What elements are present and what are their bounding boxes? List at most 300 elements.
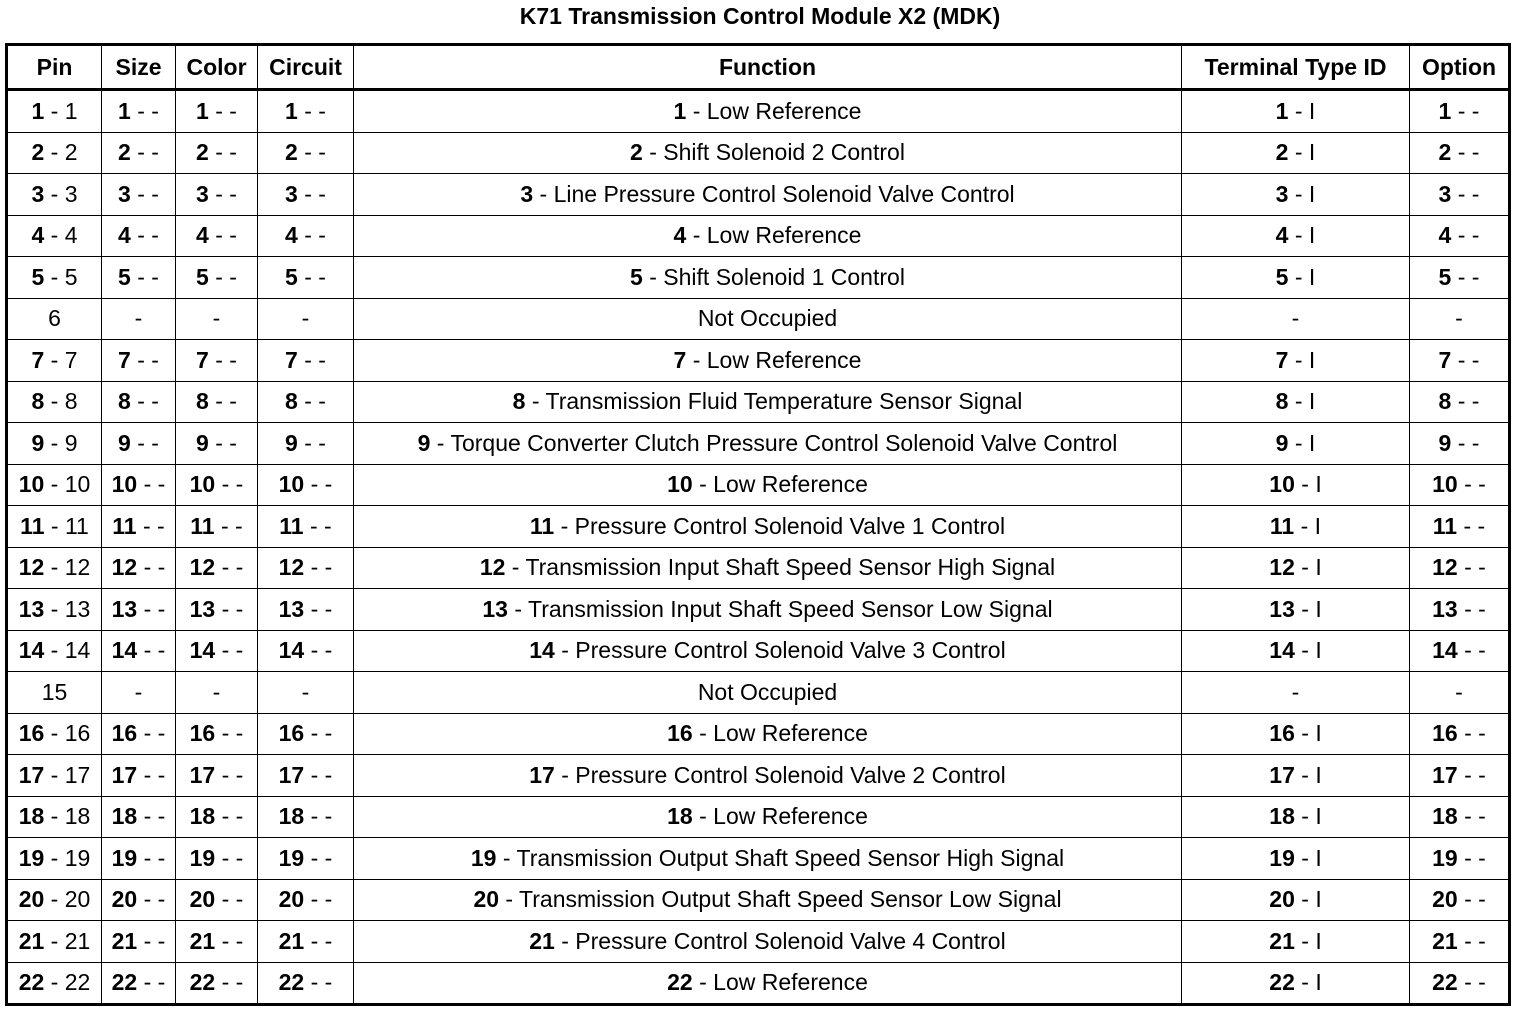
pin-cell-number: 1: [31, 97, 45, 124]
terminal-type-cell-text: - I: [1288, 263, 1316, 290]
option-cell-text: - -: [1451, 263, 1480, 290]
pin-cell: [7, 257, 102, 299]
function-cell: [354, 215, 1182, 257]
circuit-cell-number: 4: [285, 222, 298, 249]
option-cell-number: 20: [1432, 886, 1458, 913]
pin-cell-number: 8: [31, 388, 45, 415]
option-cell: [1410, 340, 1510, 382]
function-cell-text: - Low Reference: [692, 471, 868, 498]
color-cell: [176, 589, 258, 631]
column-header-color: Color: [176, 45, 258, 90]
terminal-type-cell-text: - I: [1294, 512, 1322, 539]
circuit-cell-text: - -: [304, 886, 333, 913]
function-cell-number: 3: [520, 180, 534, 207]
circuit-cell: [258, 796, 354, 838]
circuit-cell-number: 5: [285, 263, 298, 290]
option-cell-text: - -: [1451, 222, 1480, 249]
function-cell-number: 7: [673, 346, 687, 373]
size-cell-text: - -: [137, 595, 166, 622]
circuit-cell-text: - -: [297, 346, 326, 373]
color-cell: [176, 90, 258, 133]
table-row: [7, 257, 1510, 299]
table-row: [7, 174, 1510, 216]
circuit-cell: [258, 713, 354, 755]
size-cell-text: - -: [130, 97, 159, 124]
table-row: [7, 215, 1510, 257]
terminal-type-cell: [1182, 257, 1410, 299]
color-cell-number: 4: [196, 222, 209, 249]
header-row: [7, 45, 1510, 90]
size-cell: [102, 921, 176, 963]
pin-cell: [7, 962, 102, 1005]
size-cell-text: - -: [130, 429, 159, 456]
function-cell-text: - Torque Converter Clutch Pressure Control Solenoid Valve Control: [430, 429, 1118, 456]
option-cell: [1410, 755, 1510, 797]
terminal-type-cell-number: 3: [1275, 180, 1289, 207]
circuit-cell-number: 13: [278, 595, 305, 622]
table-row: [7, 796, 1510, 838]
color-cell-text: - -: [208, 180, 237, 207]
pin-cell-number: 5: [31, 263, 45, 290]
size-cell-number: 12: [111, 554, 138, 581]
color-cell-number: 21: [189, 927, 216, 954]
column-header-terminal-type-id: Terminal Type ID: [1182, 45, 1410, 90]
table-row: [7, 340, 1510, 382]
function-cell: [354, 257, 1182, 299]
circuit-cell: [258, 257, 354, 299]
option-cell-number: 2: [1438, 139, 1452, 166]
pin-cell-text: - 21: [44, 927, 91, 954]
pin-cell-text: - 4: [44, 222, 78, 249]
size-cell: [102, 215, 176, 257]
size-cell-text: - -: [137, 761, 166, 788]
terminal-type-cell: [1182, 962, 1410, 1005]
terminal-type-cell-number: 8: [1275, 388, 1289, 415]
option-cell-number: 9: [1438, 429, 1452, 456]
circuit-cell-text: - -: [297, 388, 326, 415]
option-cell-text: - -: [1451, 180, 1480, 207]
color-cell-number: 5: [196, 263, 209, 290]
pin-cell-text: - 17: [44, 761, 91, 788]
terminal-type-cell: [1182, 381, 1410, 423]
circuit-cell-text: - -: [297, 139, 326, 166]
size-cell-text: -: [134, 678, 143, 705]
function-cell: [354, 547, 1182, 589]
pin-cell: [7, 755, 102, 797]
circuit-cell: [258, 174, 354, 216]
terminal-type-cell: [1182, 796, 1410, 838]
function-cell-number: 16: [667, 720, 693, 747]
option-cell-text: - -: [1457, 720, 1486, 747]
color-cell-text: - -: [208, 222, 237, 249]
size-cell: [102, 340, 176, 382]
function-cell-text: - Pressure Control Solenoid Valve 2 Control: [554, 761, 1006, 788]
circuit-cell-number: 22: [278, 969, 305, 996]
function-cell-text: - Line Pressure Control Solenoid Valve Control: [533, 180, 1015, 207]
circuit-cell-text: - -: [297, 263, 326, 290]
option-cell-number: 4: [1438, 222, 1452, 249]
circuit-cell-text: - -: [304, 927, 333, 954]
size-cell-text: - -: [130, 180, 159, 207]
color-cell-text: - -: [214, 512, 243, 539]
function-cell: [354, 672, 1182, 714]
function-cell: [354, 879, 1182, 921]
circuit-cell-number: 21: [278, 927, 305, 954]
size-cell-number: 18: [111, 803, 138, 830]
terminal-type-cell-text: - I: [1294, 927, 1322, 954]
terminal-type-cell-number: 20: [1269, 886, 1295, 913]
circuit-cell: [258, 132, 354, 174]
color-cell-text: -: [212, 678, 221, 705]
color-cell-number: 17: [189, 761, 216, 788]
circuit-cell-number: 1: [285, 97, 298, 124]
pin-cell-number: 19: [18, 844, 45, 871]
circuit-cell: [258, 506, 354, 548]
terminal-type-cell-number: 4: [1275, 222, 1289, 249]
function-cell: [354, 381, 1182, 423]
option-cell-text: - -: [1451, 139, 1480, 166]
option-cell-text: -: [1455, 305, 1463, 332]
function-cell-number: 1: [673, 97, 687, 124]
function-cell-text: - Transmission Output Shaft Speed Sensor High Signal: [496, 844, 1065, 871]
circuit-cell-text: - -: [304, 720, 333, 747]
size-cell: [102, 90, 176, 133]
function-cell-text: - Pressure Control Solenoid Valve 3 Control: [554, 637, 1006, 664]
option-cell-number: 17: [1432, 761, 1458, 788]
circuit-cell: [258, 90, 354, 133]
column-header-circuit: Circuit: [258, 45, 354, 90]
size-cell-number: 21: [111, 927, 138, 954]
option-cell-text: - -: [1451, 388, 1480, 415]
function-cell-text: - Low Reference: [686, 222, 862, 249]
function-cell-number: 20: [473, 886, 500, 913]
pin-cell: [7, 90, 102, 133]
function-cell-number: 10: [667, 471, 693, 498]
function-cell: [354, 796, 1182, 838]
option-cell-number: 22: [1432, 969, 1458, 996]
size-cell: [102, 713, 176, 755]
terminal-type-cell-text: - I: [1294, 803, 1322, 830]
function-cell-number: 11: [529, 512, 555, 539]
function-cell-number: 19: [470, 844, 497, 871]
size-cell-text: - -: [137, 471, 166, 498]
option-cell: [1410, 257, 1510, 299]
option-cell-number: 3: [1438, 180, 1452, 207]
circuit-cell-text: - -: [297, 97, 326, 124]
option-cell: [1410, 132, 1510, 174]
function-cell-text: - Transmission Input Shaft Speed Sensor Low Signal: [507, 595, 1053, 622]
circuit-cell-text: - -: [297, 429, 326, 456]
terminal-type-cell: [1182, 340, 1410, 382]
table-row: [7, 589, 1510, 631]
size-cell-number: 2: [118, 139, 131, 166]
terminal-type-cell-number: 18: [1269, 803, 1295, 830]
circuit-cell: [258, 838, 354, 880]
pin-cell: [7, 506, 102, 548]
option-cell-text: - -: [1457, 927, 1486, 954]
size-cell-text: - -: [137, 554, 166, 581]
option-cell: [1410, 796, 1510, 838]
size-cell-text: - -: [137, 844, 166, 871]
terminal-type-cell-number: 11: [1269, 512, 1295, 539]
function-cell-number: 18: [667, 803, 693, 830]
function-cell-text: Not Occupied: [697, 305, 838, 332]
size-cell-number: 8: [118, 388, 131, 415]
color-cell: [176, 257, 258, 299]
option-cell: [1410, 90, 1510, 133]
pin-cell-number: 4: [31, 222, 45, 249]
color-cell-text: - -: [208, 139, 237, 166]
function-cell-text: - Pressure Control Solenoid Valve 4 Control: [554, 927, 1006, 954]
terminal-type-cell-text: - I: [1288, 180, 1316, 207]
color-cell-number: 9: [196, 429, 209, 456]
pin-cell-number: 3: [31, 180, 45, 207]
function-cell-number: 21: [529, 927, 555, 954]
pin-cell-number: 22: [18, 969, 45, 996]
terminal-type-cell: [1182, 423, 1410, 465]
option-cell-number: 19: [1432, 844, 1458, 871]
function-cell-text: - Shift Solenoid 1 Control: [642, 263, 905, 290]
pin-cell-number: 9: [31, 429, 45, 456]
color-cell: [176, 340, 258, 382]
option-cell: [1410, 298, 1510, 340]
color-cell-number: 7: [196, 346, 209, 373]
function-cell: [354, 90, 1182, 133]
color-cell: [176, 962, 258, 1005]
color-cell: [176, 630, 258, 672]
color-cell-text: - -: [208, 346, 237, 373]
size-cell-text: -: [134, 305, 143, 332]
table-row: [7, 132, 1510, 174]
table-row: [7, 381, 1510, 423]
terminal-type-cell-text: - I: [1288, 97, 1316, 124]
size-cell: [102, 755, 176, 797]
terminal-type-cell-number: 9: [1275, 429, 1289, 456]
color-cell-text: - -: [215, 969, 244, 996]
terminal-type-cell-text: - I: [1288, 139, 1316, 166]
circuit-cell-number: 10: [278, 471, 305, 498]
pin-cell-number: 11: [20, 512, 45, 539]
circuit-cell-number: 20: [278, 886, 305, 913]
circuit-cell: [258, 215, 354, 257]
size-cell: [102, 298, 176, 340]
circuit-cell: [258, 630, 354, 672]
size-cell: [102, 796, 176, 838]
size-cell-text: - -: [136, 512, 165, 539]
pin-cell: [7, 381, 102, 423]
circuit-cell-text: - -: [297, 222, 326, 249]
option-cell-number: 16: [1432, 720, 1458, 747]
color-cell: [176, 132, 258, 174]
size-cell-number: 14: [111, 637, 138, 664]
color-cell: [176, 464, 258, 506]
terminal-type-cell-text: - I: [1294, 969, 1322, 996]
color-cell: [176, 796, 258, 838]
option-cell-text: - -: [1451, 346, 1480, 373]
option-cell: [1410, 547, 1510, 589]
color-cell-number: 8: [196, 388, 209, 415]
circuit-cell-text: -: [301, 678, 310, 705]
option-cell-number: 18: [1432, 803, 1458, 830]
color-cell-text: - -: [215, 471, 244, 498]
table-row: [7, 630, 1510, 672]
terminal-type-cell: [1182, 132, 1410, 174]
terminal-type-cell: [1182, 921, 1410, 963]
column-header-function: Function: [354, 45, 1182, 90]
circuit-cell-number: 16: [278, 720, 305, 747]
table-row: [7, 879, 1510, 921]
function-cell: [354, 921, 1182, 963]
option-cell-text: - -: [1451, 429, 1480, 456]
circuit-cell-number: 2: [285, 139, 298, 166]
terminal-type-cell-text: - I: [1288, 429, 1316, 456]
size-cell-text: - -: [130, 139, 159, 166]
terminal-type-cell: [1182, 174, 1410, 216]
circuit-cell-text: -: [301, 305, 310, 332]
option-cell-number: 21: [1432, 927, 1458, 954]
color-cell-text: - -: [208, 97, 237, 124]
terminal-type-cell-number: 2: [1275, 139, 1289, 166]
function-cell: [354, 713, 1182, 755]
function-cell-text: - Transmission Output Shaft Speed Sensor Low Signal: [499, 886, 1062, 913]
size-cell-number: 19: [111, 844, 138, 871]
option-cell: [1410, 174, 1510, 216]
terminal-type-cell-number: 12: [1269, 554, 1295, 581]
pin-cell: [7, 713, 102, 755]
color-cell-text: -: [212, 305, 221, 332]
function-cell-number: 8: [512, 388, 526, 415]
circuit-cell-number: 18: [278, 803, 305, 830]
pinout-body: [7, 90, 1510, 1005]
terminal-type-cell: [1182, 755, 1410, 797]
option-cell-text: - -: [1457, 886, 1486, 913]
circuit-cell-number: 19: [278, 844, 305, 871]
circuit-cell: [258, 921, 354, 963]
color-cell-number: 13: [189, 595, 216, 622]
size-cell: [102, 962, 176, 1005]
pin-cell: [7, 547, 102, 589]
size-cell: [102, 174, 176, 216]
function-cell: [354, 962, 1182, 1005]
terminal-type-cell-text: - I: [1294, 595, 1322, 622]
option-cell: [1410, 464, 1510, 506]
table-row: [7, 506, 1510, 548]
terminal-type-cell-text: - I: [1294, 554, 1322, 581]
option-cell-number: 7: [1438, 346, 1452, 373]
function-cell-text: - Low Reference: [692, 720, 868, 747]
terminal-type-cell: [1182, 879, 1410, 921]
circuit-cell: [258, 464, 354, 506]
circuit-cell: [258, 381, 354, 423]
circuit-cell-number: 12: [278, 554, 305, 581]
terminal-type-cell-text: -: [1291, 678, 1300, 705]
pin-cell-text: - 20: [44, 886, 91, 913]
terminal-type-cell: [1182, 672, 1410, 714]
size-cell-number: 20: [111, 886, 138, 913]
function-cell: [354, 132, 1182, 174]
size-cell-text: - -: [137, 886, 166, 913]
circuit-cell-text: - -: [304, 595, 333, 622]
terminal-type-cell-number: 7: [1275, 346, 1289, 373]
size-cell: [102, 132, 176, 174]
pin-cell: [7, 215, 102, 257]
circuit-cell-text: - -: [304, 844, 333, 871]
terminal-type-cell-text: - I: [1288, 222, 1316, 249]
option-cell-number: 10: [1432, 471, 1458, 498]
function-cell: [354, 174, 1182, 216]
circuit-cell-text: - -: [304, 969, 333, 996]
terminal-type-cell: [1182, 215, 1410, 257]
terminal-type-cell: [1182, 547, 1410, 589]
option-cell: [1410, 630, 1510, 672]
pin-cell-number: 18: [18, 803, 45, 830]
page-title: K71 Transmission Control Module X2 (MDK): [519, 3, 1001, 29]
circuit-cell: [258, 547, 354, 589]
pin-cell: [7, 879, 102, 921]
option-cell: [1410, 713, 1510, 755]
color-cell-text: - -: [215, 761, 244, 788]
size-cell-number: 5: [118, 263, 131, 290]
terminal-type-cell-number: 19: [1269, 844, 1295, 871]
function-cell-number: 9: [417, 429, 431, 456]
function-cell: [354, 838, 1182, 880]
size-cell-number: 13: [111, 595, 138, 622]
pin-cell-number: 10: [18, 471, 45, 498]
size-cell-text: - -: [137, 637, 166, 664]
function-cell: [354, 589, 1182, 631]
terminal-type-cell-text: - I: [1294, 761, 1322, 788]
function-cell-number: 2: [630, 139, 643, 166]
function-cell-text: - Pressure Control Solenoid Valve 1 Control: [554, 512, 1006, 539]
pin-cell: [7, 423, 102, 465]
terminal-type-cell-number: 5: [1275, 263, 1289, 290]
pin-cell-number: 17: [18, 761, 45, 788]
pin-cell-text: - 18: [44, 803, 91, 830]
option-cell-number: 12: [1432, 554, 1458, 581]
function-cell: [354, 630, 1182, 672]
color-cell-number: 11: [190, 512, 215, 539]
circuit-cell: [258, 298, 354, 340]
option-cell-number: 11: [1432, 512, 1458, 539]
pin-cell: [7, 464, 102, 506]
terminal-type-cell-text: - I: [1294, 637, 1322, 664]
color-cell: [176, 298, 258, 340]
table-row: [7, 672, 1510, 714]
terminal-type-cell: [1182, 589, 1410, 631]
color-cell-number: 10: [189, 471, 216, 498]
pin-cell-number: 14: [18, 637, 45, 664]
function-cell-number: 12: [479, 554, 506, 581]
size-cell-number: 17: [111, 761, 138, 788]
size-cell-number: 4: [118, 222, 131, 249]
pin-cell-number: 16: [18, 720, 45, 747]
circuit-cell-text: - -: [304, 637, 333, 664]
size-cell-text: - -: [130, 263, 159, 290]
function-cell-number: 13: [482, 595, 508, 622]
size-cell: [102, 589, 176, 631]
option-cell: [1410, 215, 1510, 257]
terminal-type-cell: [1182, 464, 1410, 506]
size-cell-number: 3: [118, 180, 131, 207]
size-cell-number: 16: [111, 720, 138, 747]
circuit-cell: [258, 879, 354, 921]
terminal-type-cell: [1182, 713, 1410, 755]
size-cell: [102, 879, 176, 921]
terminal-type-cell-number: 16: [1269, 720, 1295, 747]
terminal-type-cell-text: - I: [1288, 388, 1316, 415]
terminal-type-cell-number: 17: [1269, 761, 1295, 788]
pin-cell-text: - 13: [44, 595, 91, 622]
